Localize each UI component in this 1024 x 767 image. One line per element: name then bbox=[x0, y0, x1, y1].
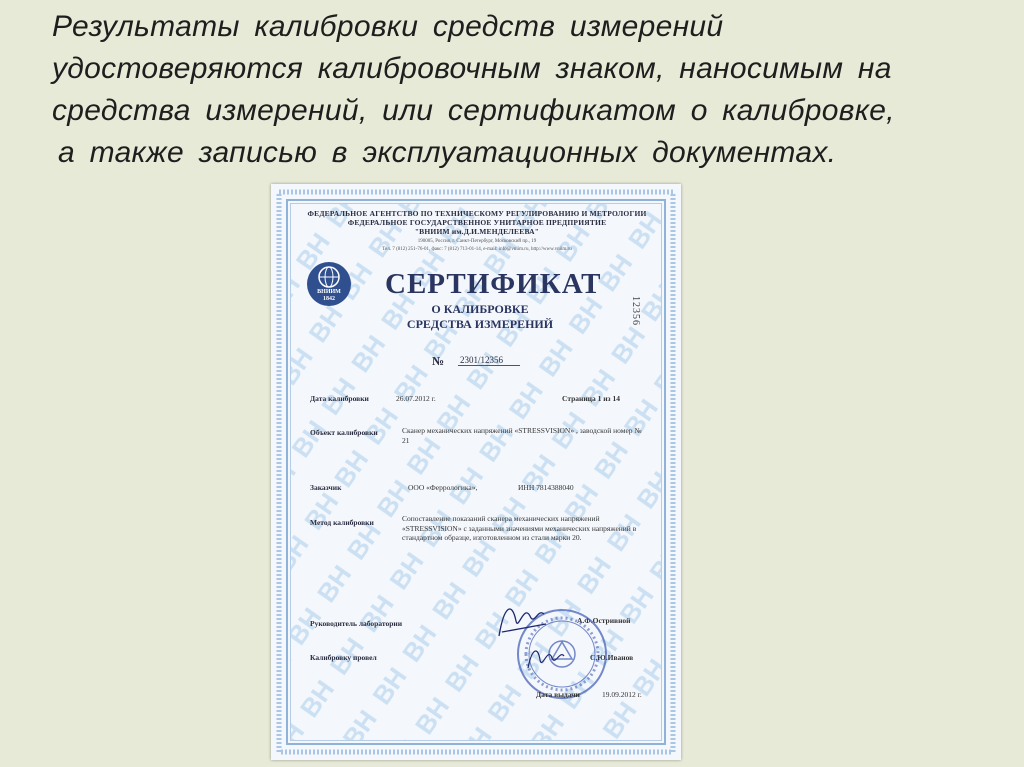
customer-label: Заказчик bbox=[310, 483, 342, 492]
page-value: Страница 1 из 14 bbox=[562, 394, 620, 403]
inn-value: ИНН 7814388040 bbox=[518, 483, 574, 492]
agency-line-3: "ВНИИМ им.Д.И.МЕНДЕЛЕЕВА" bbox=[414, 227, 540, 236]
method-value: Сопоставление показаний сканера механических напряжений «STRESSVISION» с заданными значениями механических напряжений в стандартном образце, изготовленном из стали марки 20. bbox=[402, 514, 637, 542]
calibration-certificate-image bbox=[271, 184, 681, 760]
certificate-content bbox=[290, 204, 662, 740]
head-label: Руководитель лаборатории bbox=[310, 619, 403, 628]
issue-date-label: Дата выдачи bbox=[536, 690, 580, 699]
slide-text-line-1: Результаты калибровки средств измерений bbox=[52, 10, 724, 43]
object-label: Объект калибровки bbox=[310, 428, 378, 437]
date-value: 26.07.2012 г. bbox=[396, 394, 436, 403]
method-label: Метод калибровки bbox=[310, 518, 374, 527]
calibrator-signature bbox=[524, 640, 568, 676]
calibrated-by-label: Калибровку провел bbox=[310, 653, 377, 662]
certificate-number: 2301/12356 bbox=[458, 355, 520, 366]
head-name: А.Ф.Остривной bbox=[577, 616, 631, 625]
certificate-subtitle-1: О КАЛИБРОВКЕ bbox=[431, 302, 529, 316]
logo-text: ВНИИМ bbox=[317, 289, 341, 295]
globe-icon bbox=[317, 265, 341, 289]
agency-line-2: ФЕДЕРАЛЬНОЕ ГОСУДАРСТВЕННОЕ УНИТАРНОЕ ПРЕДПРИЯТИЕ bbox=[347, 218, 607, 227]
certificate-subtitle-2: СРЕДСТВА ИЗМЕРЕНИЙ bbox=[406, 317, 554, 331]
number-sign: № bbox=[432, 354, 445, 368]
slide-text-line-4: а также записью в эксплуатационных документах. bbox=[58, 136, 837, 169]
calibrated-by-name: С.Ю.Иванов bbox=[590, 653, 634, 662]
address-line-1: 190005, Россия, г. Санкт-Петербург, Московский пр., 19 bbox=[417, 239, 537, 244]
slide-text-line-2: удостоверяются калибровочным знаком, наносимым на bbox=[52, 52, 892, 85]
customer-value: ООО «Феррологика», bbox=[408, 483, 478, 492]
certificate-title: СЕРТИФИКАТ bbox=[385, 268, 602, 300]
object-value: Сканер механических напряжений «STRESSVISION» , заводской номер № 21 bbox=[402, 426, 642, 445]
slide-body-text bbox=[52, 6, 1012, 174]
vertical-serial-number: 12356 bbox=[630, 296, 641, 326]
issue-date-value: 19.09.2012 г. bbox=[602, 690, 642, 699]
head-signature bbox=[494, 596, 554, 646]
agency-line-1: ФЕДЕРАЛЬНОЕ АГЕНТСТВО ПО ТЕХНИЧЕСКОМУ РЕГУЛИРОВАНИЮ И МЕТРОЛОГИИ bbox=[307, 209, 647, 218]
date-label: Дата калибровки bbox=[310, 394, 369, 403]
address-line-2: Тел. 7 (812) 251-76-01, факс: 7 (812) 713-01-14, e-mail: info@vniim.ru, http://www.vniim.ru bbox=[382, 247, 572, 252]
logo-year: 1842 bbox=[323, 296, 335, 302]
vniim-logo bbox=[307, 262, 351, 306]
slide-text-line-3: средства измерений, или сертификатом о калибровке, bbox=[52, 94, 895, 127]
